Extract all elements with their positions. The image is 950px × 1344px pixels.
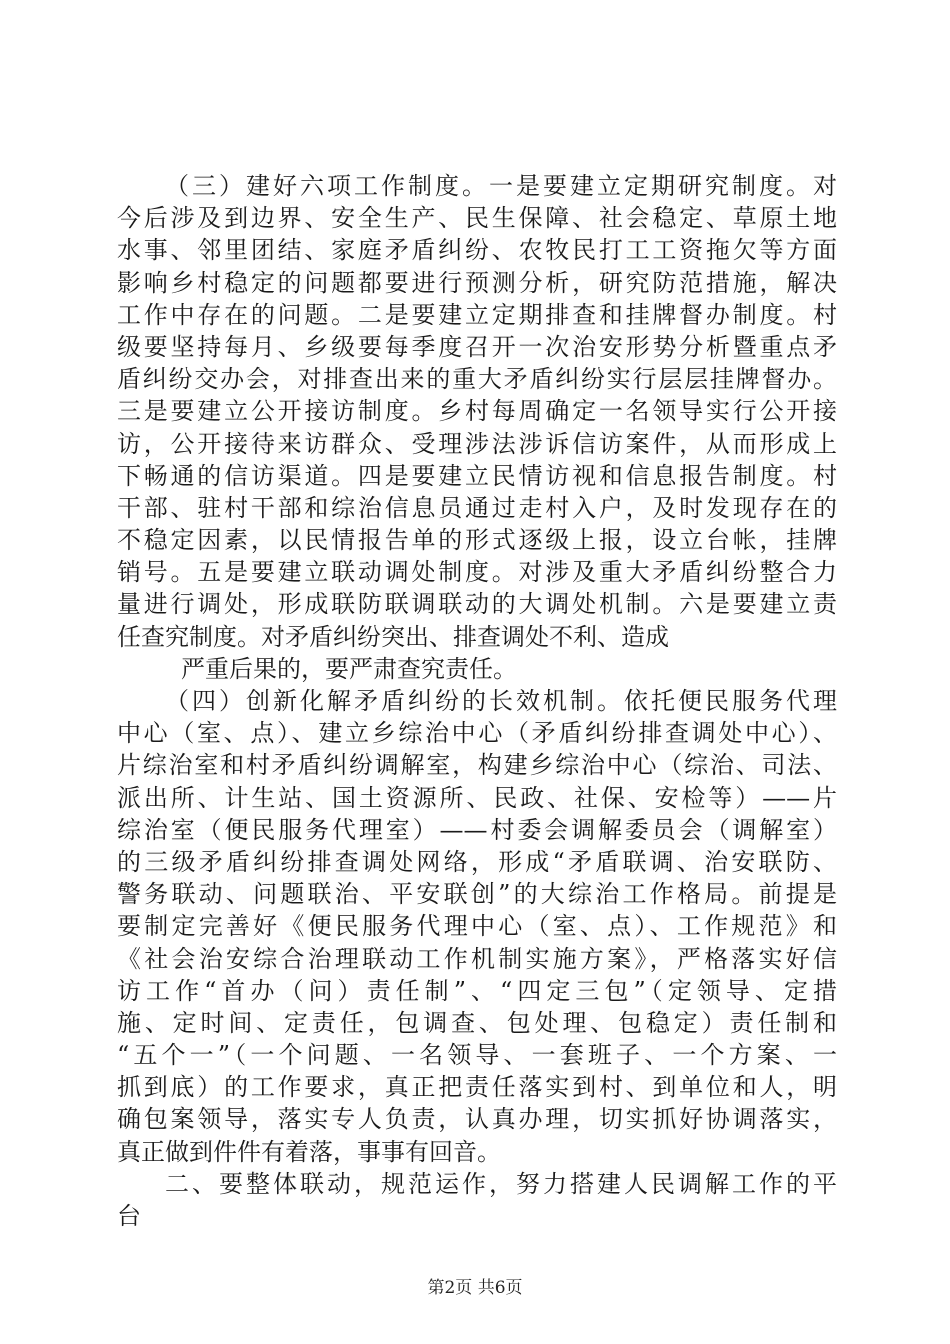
- text-line: 干部、驻村干部和综治信息员通过走村入户，及时发现存在的: [117, 493, 837, 522]
- text-line: 片综治室和村矛盾纠纷调解室，构建乡综治中心（综治、司法、: [117, 751, 837, 780]
- text-line: 工作中存在的问题。二是要建立定期排查和挂牌督办制度。村: [117, 300, 837, 329]
- text-line: 级要坚持每月、乡级要每季度召开一次治安形势分析暨重点矛: [117, 332, 837, 361]
- text-line: 下畅通的信访渠道。四是要建立民情访视和信息报告制度。村: [117, 461, 837, 490]
- text-line: “五个一”（一个问题、一名领导、一套班子、一个方案、一: [117, 1041, 837, 1070]
- text-line: 水事、邻里团结、家庭矛盾纠纷、农牧民打工工资拖欠等方面: [117, 236, 837, 265]
- page-number-footer: 第2页 共6页: [427, 1278, 523, 1298]
- text-line: 任查究制度。对矛盾纠纷突出、排查调处不利、造成: [117, 622, 669, 651]
- text-line: 访，公开接待来访群众、受理涉法涉诉信访案件，从而形成上: [117, 429, 837, 458]
- text-line: 今后涉及到边界、安全生产、民生保障、社会稳定、草原土地: [117, 204, 837, 233]
- text-line: 的三级矛盾纠纷排查调处网络，形成“矛盾联调、治安联防、: [117, 847, 837, 876]
- text-line: 综治室（便民服务代理室）——村委会调解委员会（调解室）: [117, 815, 837, 844]
- text-line: 影响乡村稳定的问题都要进行预测分析，研究防范措施，解决: [117, 268, 837, 297]
- text-line: 三是要建立公开接访制度。乡村每周确定一名领导实行公开接: [117, 397, 837, 426]
- text-line: 量进行调处，形成联防联调联动的大调处机制。六是要建立责: [117, 590, 837, 619]
- text-line: 销号。五是要建立联动调处制度。对涉及重大矛盾纠纷整合力: [117, 558, 837, 587]
- text-line: 二、要整体联动，规范运作，努力搭建人民调解工作的平: [165, 1169, 837, 1198]
- text-line: 确包案领导，落实专人负责，认真办理，切实抓好协调落实，: [117, 1105, 837, 1134]
- text-line: 《社会治安综合治理联动工作机制实施方案》，严格落实好信: [117, 944, 837, 973]
- text-line: 要制定完善好《便民服务代理中心（室、点）、工作规范》和: [117, 912, 837, 941]
- text-line: 严重后果的，要严肃查究责任。: [181, 654, 517, 683]
- text-line: 不稳定因素，以民情报告单的形式逐级上报，设立台帐，挂牌: [117, 526, 837, 555]
- text-line: 警务联动、问题联治、平安联创”的大综治工作格局。前提是: [117, 880, 837, 909]
- body-text: [117, 170, 837, 1232]
- text-line: 访工作“首办（问）责任制”、“四定三包”（定领导、定措: [117, 976, 837, 1005]
- text-line: （四）创新化解矛盾纠纷的长效机制。依托便民服务代理: [165, 687, 837, 715]
- text-line: 派出所、计生站、国土资源所、民政、社保、安检等）——片: [117, 783, 837, 812]
- text-line: 真正做到件件有着落，事事有回音。: [117, 1137, 501, 1166]
- text-line: 台: [117, 1202, 141, 1230]
- text-line: 中心（室、点）、建立乡综治中心（矛盾纠纷排查调处中心）、: [117, 719, 837, 748]
- text-line: 盾纠纷交办会，对排查出来的重大矛盾纠纷实行层层挂牌督办。: [117, 365, 837, 394]
- text-line: 施、定时间、定责任，包调查、包处理、包稳定）责任制和: [117, 1008, 837, 1037]
- text-line: 抓到底）的工作要求，真正把责任落实到村、到单位和人，明: [117, 1073, 837, 1102]
- text-line: （三）建好六项工作制度。一是要建立定期研究制度。对: [165, 172, 837, 200]
